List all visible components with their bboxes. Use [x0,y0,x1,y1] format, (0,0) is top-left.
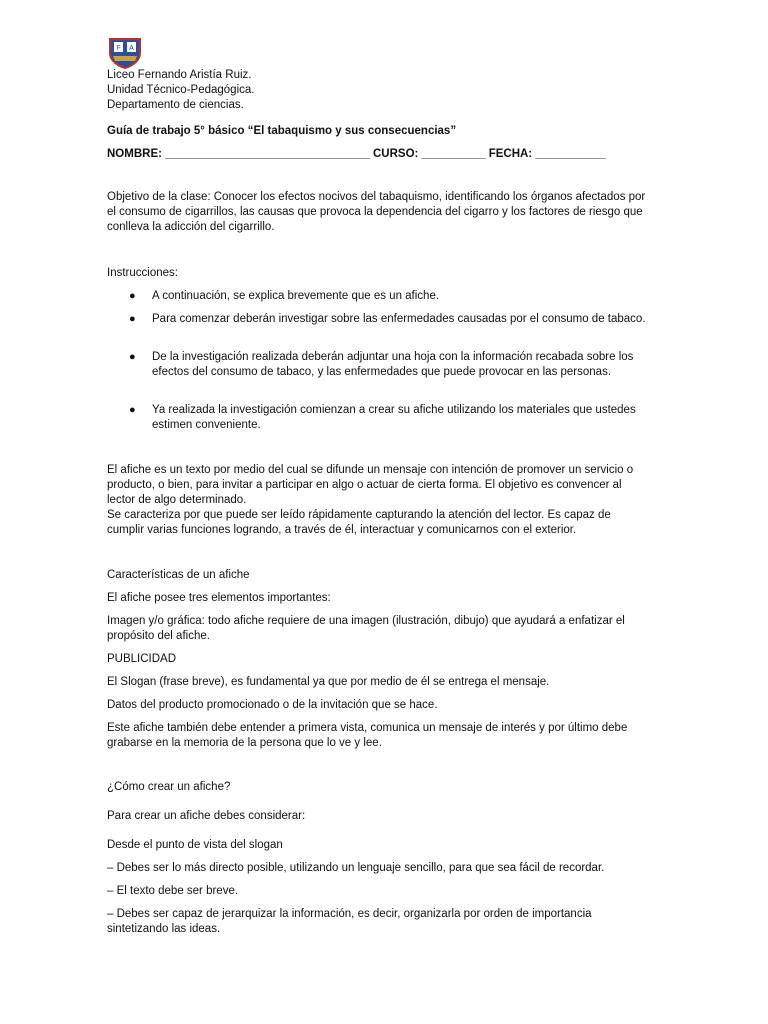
instruction-item: Ya realizada la investigación comienzan a crear su afiche utilizando los materiales que ustedes estimen conveniente. [152,404,636,431]
bullet-icon: ● [129,404,136,416]
class-objective: Objetivo de la clase: Conocer los efectos nocivos del tabaquismo, identificando los órganos afectados por el consumo de cigarrillos, las causas que provoca la dependencia del cigarro y los factores de riesgo que conlleva la adicción del cigarrillo. [107,191,646,233]
svg-text:F: F [116,45,121,52]
poster-definition [107,463,647,538]
svg-text:A: A [129,45,134,52]
school-name: Liceo Fernando Aristía Ruiz. [107,69,252,81]
bullet-icon: ● [129,351,136,363]
definition-paragraph: Se caracteriza por que puede ser leído rápidamente capturando la atención del lector. Es capaz de cumplir varias funciones logrando, a través de él, interactuar y comunicarnos con el exterior. [107,509,611,536]
publicity-label: PUBLICIDAD [107,653,177,665]
product-data-text: Datos del producto promocionado o de la invitación que se hace. [107,699,438,711]
definition-paragraph: El afiche es un texto por medio del cual se difunde un mensaje con intención de promover un servicio o producto, o bien, para invitar a participar en algo o actuar de cierta forma. El objetivo es convencer al lector de algo determinado. [107,464,634,506]
howto-point: – Debes ser lo más directo posible, utilizando un lenguaje sencillo, para que sea fácil de recordar. [107,862,605,874]
department-name: Departamento de ciencias. [107,99,244,111]
characteristics-heading: Características de un afiche [107,569,250,581]
image-element-text: Imagen y/o gráfica: todo afiche requiere de una imagen (ilustración, dibujo) que ayudará a enfatizar el propósito del afiche. [107,615,625,642]
howto-point: – El texto debe ser breve. [107,885,239,897]
howto-point: – Debes ser capaz de jerarquizar la información, es decir, organizarla por orden de importancia sintetizando las ideas. [107,908,592,935]
student-form-line: NOMBRE: ________________________________ CURSO: __________ FECHA: ___________ [107,148,606,160]
slogan-element-text: El Slogan (frase breve), es fundamental ya que por medio de él se entrega el mensaje. [107,676,550,688]
school-crest-logo [107,35,143,69]
bullet-icon: ● [129,313,136,325]
instruction-item: A continuación, se explica brevemente que es un afiche. [152,290,440,302]
instructions-heading: Instrucciones: [107,267,178,279]
instruction-item: Para comenzar deberán investigar sobre las enfermedades causadas por el consumo de tabaco. [152,313,646,325]
slogan-section-heading: Desde el punto de vista del slogan [107,839,283,851]
characteristics-closing: Este afiche también debe entender a primera vista, comunica un mensaje de interés y por último debe grabarse en la memoria de la persona que lo ve y lee. [107,722,628,749]
howto-intro: Para crear un afiche debes considerar: [107,810,306,822]
howto-heading: ¿Cómo crear un afiche? [107,781,231,793]
worksheet-title: Guía de trabajo 5° básico “El tabaquismo y sus consecuencias” [107,125,457,137]
characteristics-intro: El afiche posee tres elementos importantes: [107,592,331,604]
bullet-icon: ● [129,290,136,302]
instruction-item: De la investigación realizada deberán adjuntar una hoja con la información recabada sobre los efectos del consumo de tabaco, y las enfermedades que puede provocar en las personas. [152,351,634,378]
unit-name: Unidad Técnico-Pedagógica. [107,84,255,96]
